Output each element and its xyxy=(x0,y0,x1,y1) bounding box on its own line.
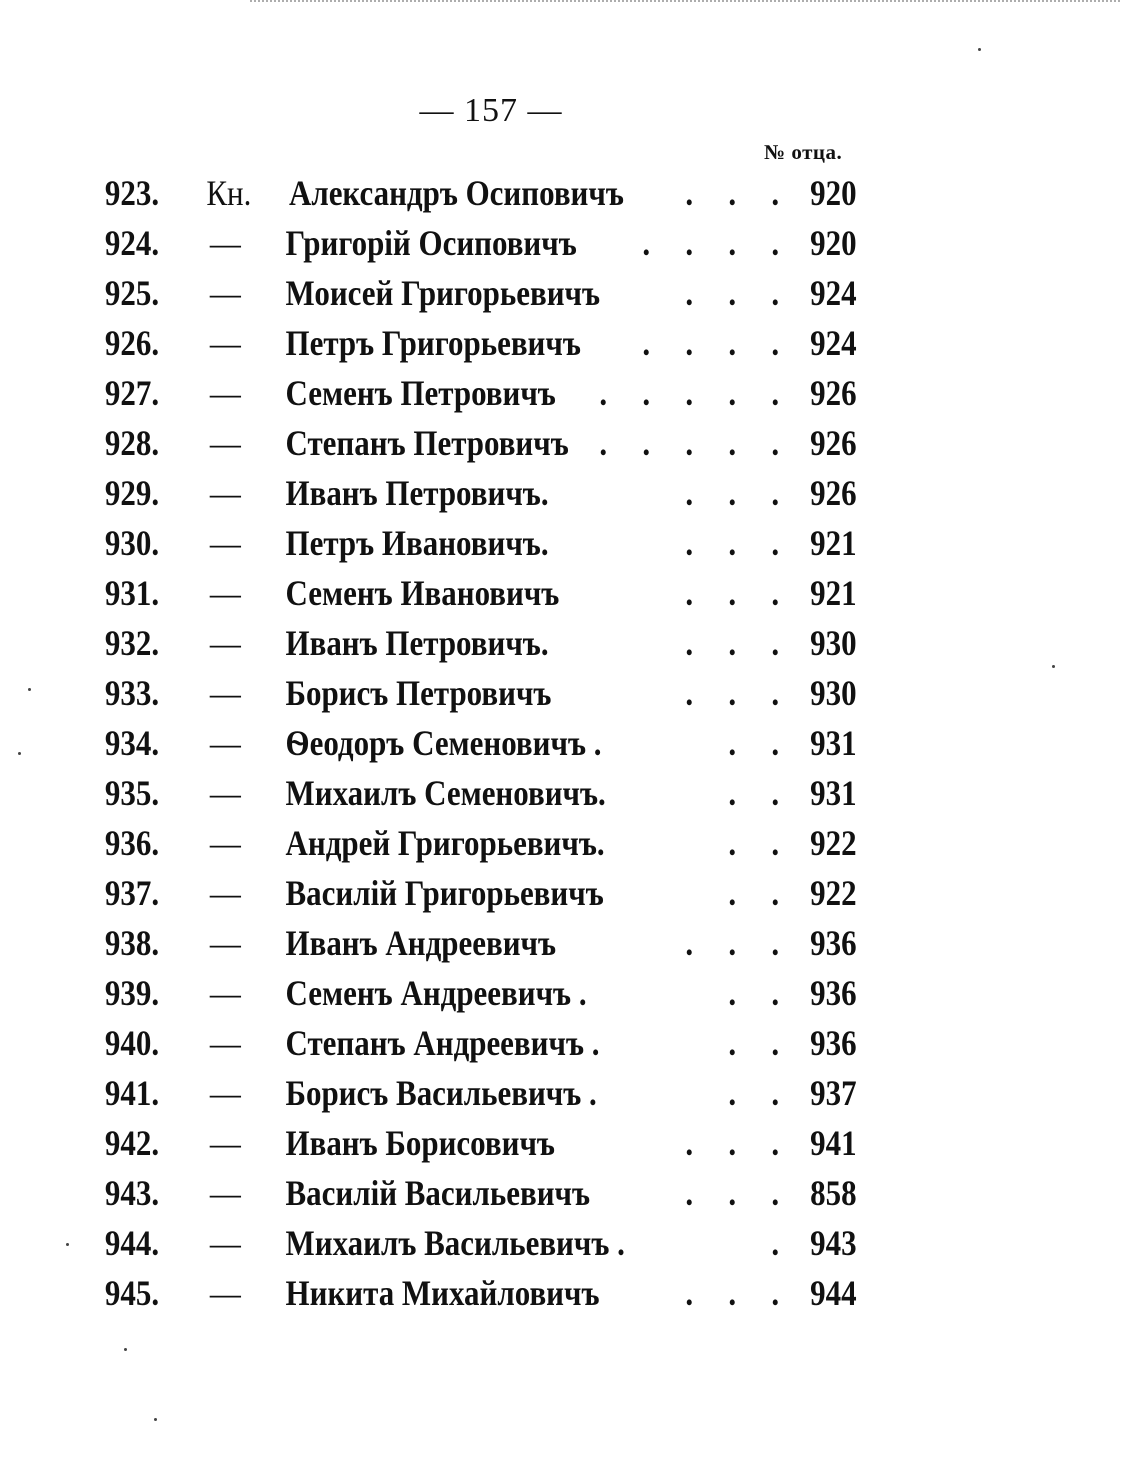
father-number: 944 xyxy=(810,1273,857,1313)
ditto-dash: — xyxy=(209,673,241,713)
person-name: Михаилъ Васильевичъ . xyxy=(285,1223,625,1263)
father-number: 931 xyxy=(810,773,857,813)
ditto-dash: — xyxy=(209,773,241,813)
person-name: Иванъ Андреевичъ xyxy=(285,923,557,963)
leader-dots: . . xyxy=(728,1073,793,1113)
entry-number: 939. xyxy=(104,973,160,1013)
print-speck xyxy=(978,48,981,51)
leader-dots: . . . xyxy=(685,573,793,613)
father-number: 922 xyxy=(810,873,857,913)
person-name: Петръ Ивановичъ. xyxy=(285,523,549,563)
father-number: 930 xyxy=(810,623,857,663)
leader-dots: . . . xyxy=(685,923,793,963)
ditto-dash: — xyxy=(209,1273,241,1313)
ditto-dash: — xyxy=(209,973,241,1013)
print-speck xyxy=(1052,665,1055,668)
entry-row xyxy=(0,218,980,268)
leader-dots: . . . . xyxy=(642,323,793,363)
person-name: Борисъ Васильевичъ . xyxy=(285,1073,597,1113)
person-name: Степанъ Петровичъ xyxy=(285,423,569,463)
ditto-dash: — xyxy=(209,373,241,413)
person-name: Борисъ Петровичъ xyxy=(285,673,552,713)
leader-dots: . . . xyxy=(685,623,793,663)
person-name: Петръ Григорьевичъ xyxy=(285,323,581,363)
entry-number: 945. xyxy=(104,1273,160,1313)
entry-row xyxy=(0,1018,980,1068)
entry-number: 935. xyxy=(104,773,160,813)
person-name: Семенъ Андреевичъ . xyxy=(285,973,587,1013)
father-number-column-header: № отца. xyxy=(764,140,843,164)
entry-number: 943. xyxy=(104,1173,160,1213)
genealogy-list xyxy=(0,168,1140,1318)
ditto-dash: — xyxy=(209,273,241,313)
print-speck xyxy=(18,752,21,755)
person-name: Моисей Григорьевичъ xyxy=(285,273,601,313)
entry-number: 941. xyxy=(104,1073,160,1113)
leader-dots: . . . . xyxy=(642,223,793,263)
ditto-dash: — xyxy=(209,1173,241,1213)
person-name: Иванъ Борисовичъ xyxy=(285,1123,555,1163)
entry-number: 929. xyxy=(104,473,160,513)
person-name: Александръ Осиповичъ xyxy=(288,173,624,213)
leader-dots: . . xyxy=(728,973,793,1013)
person-name: Никита Михайловичъ xyxy=(285,1273,600,1313)
ditto-dash: — xyxy=(209,423,241,463)
father-number: 922 xyxy=(810,823,857,863)
ditto-dash: — xyxy=(209,1073,241,1113)
father-number: 926 xyxy=(810,373,857,413)
father-number: 937 xyxy=(810,1073,857,1113)
leader-dots: . . xyxy=(728,1023,793,1063)
leader-dots: . . xyxy=(728,873,793,913)
entry-row xyxy=(0,818,980,868)
leader-dots: . . . xyxy=(685,1173,793,1213)
ditto-dash: — xyxy=(209,1223,241,1263)
entry-number: 938. xyxy=(104,923,160,963)
leader-dots: . . . xyxy=(685,673,793,713)
entry-row xyxy=(0,1168,980,1218)
person-name: Семенъ Ивановичъ xyxy=(285,573,560,613)
entry-row xyxy=(0,968,980,1018)
entry-number: 932. xyxy=(104,623,160,663)
father-number: 924 xyxy=(810,273,857,313)
leader-dots: . . . . . xyxy=(599,423,793,463)
leader-dots: . . . xyxy=(685,273,793,313)
entry-number: 931. xyxy=(104,573,160,613)
print-speck xyxy=(124,1348,127,1351)
person-name: Василій Григорьевичъ xyxy=(285,873,604,913)
person-name: Ѳеодоръ Семеновичъ . xyxy=(285,723,602,763)
ditto-dash: — xyxy=(209,1123,241,1163)
entry-number: 944. xyxy=(104,1223,160,1263)
person-name: Григорій Осиповичъ xyxy=(285,223,577,263)
leader-dots: . . . xyxy=(685,473,793,513)
ditto-dash: — xyxy=(209,723,241,763)
entry-number: 940. xyxy=(104,1023,160,1063)
entry-row xyxy=(0,868,980,918)
father-number: 931 xyxy=(810,723,857,763)
ditto-dash: — xyxy=(209,323,241,363)
person-name: Михаилъ Семеновичъ. xyxy=(285,773,606,813)
entry-number: 923. xyxy=(104,173,160,213)
entry-row xyxy=(0,518,980,568)
print-speck xyxy=(28,688,31,691)
ditto-dash: — xyxy=(209,1023,241,1063)
father-number: 936 xyxy=(810,1023,857,1063)
entry-row xyxy=(0,1068,980,1118)
entry-number: 927. xyxy=(104,373,160,413)
father-number: 936 xyxy=(810,923,857,963)
ditto-dash: — xyxy=(209,573,241,613)
ditto-dash: — xyxy=(209,823,241,863)
father-number: 920 xyxy=(810,173,857,213)
entry-row xyxy=(0,1118,980,1168)
entry-number: 936. xyxy=(104,823,160,863)
father-number: 941 xyxy=(810,1123,857,1163)
entry-number: 928. xyxy=(104,423,160,463)
title-prefix: Кн. xyxy=(206,173,252,213)
father-number: 921 xyxy=(810,523,857,563)
leader-dots: . . xyxy=(728,723,793,763)
father-number: 930 xyxy=(810,673,857,713)
entry-row xyxy=(0,668,980,718)
entry-number: 930. xyxy=(104,523,160,563)
father-number: 858 xyxy=(810,1173,857,1213)
page-number: — 157 — xyxy=(419,92,563,129)
entry-row xyxy=(0,318,980,368)
entry-row xyxy=(0,768,980,818)
father-number: 924 xyxy=(810,323,857,363)
leader-dots: . . xyxy=(728,823,793,863)
entry-row xyxy=(0,568,980,618)
entry-number: 933. xyxy=(104,673,160,713)
father-number: 926 xyxy=(810,473,857,513)
entry-row xyxy=(0,918,980,968)
entry-number: 942. xyxy=(104,1123,160,1163)
person-name: Василій Васильевичъ xyxy=(285,1173,591,1213)
entry-number: 925. xyxy=(104,273,160,313)
ditto-dash: — xyxy=(209,873,241,913)
print-speck xyxy=(154,1418,157,1421)
father-number: 943 xyxy=(810,1223,857,1263)
entry-number: 926. xyxy=(104,323,160,363)
top-edge-rule xyxy=(250,0,1120,8)
leader-dots: . xyxy=(771,1223,793,1263)
ditto-dash: — xyxy=(209,223,241,263)
leader-dots: . . . xyxy=(685,173,793,213)
ditto-dash: — xyxy=(209,523,241,563)
entry-row xyxy=(0,268,980,318)
person-name: Иванъ Петровичъ. xyxy=(285,623,549,663)
entry-row xyxy=(0,1268,980,1318)
ditto-dash: — xyxy=(209,623,241,663)
leader-dots: . . . . . xyxy=(599,373,793,413)
person-name: Андрей Григорьевичъ. xyxy=(285,823,605,863)
entry-row xyxy=(0,418,980,468)
leader-dots: . . . xyxy=(685,523,793,563)
print-speck xyxy=(66,1243,69,1246)
entry-row xyxy=(0,1218,980,1268)
leader-dots: . . . xyxy=(685,1123,793,1163)
entry-number: 924. xyxy=(104,223,160,263)
person-name: Семенъ Петровичъ xyxy=(285,373,556,413)
entry-row xyxy=(0,368,980,418)
entry-row xyxy=(0,718,980,768)
father-number: 921 xyxy=(810,573,857,613)
father-number: 926 xyxy=(810,423,857,463)
ditto-dash: — xyxy=(209,473,241,513)
entry-number: 937. xyxy=(104,873,160,913)
leader-dots: . . xyxy=(728,773,793,813)
entry-row xyxy=(0,618,980,668)
person-name: Иванъ Петровичъ. xyxy=(285,473,549,513)
father-number: 936 xyxy=(810,973,857,1013)
person-name: Степанъ Андреевичъ . xyxy=(285,1023,600,1063)
leader-dots: . . . xyxy=(685,1273,793,1313)
entry-row xyxy=(0,468,980,518)
father-number: 920 xyxy=(810,223,857,263)
entry-number: 934. xyxy=(104,723,160,763)
ditto-dash: — xyxy=(209,923,241,963)
entry-row xyxy=(0,168,980,218)
